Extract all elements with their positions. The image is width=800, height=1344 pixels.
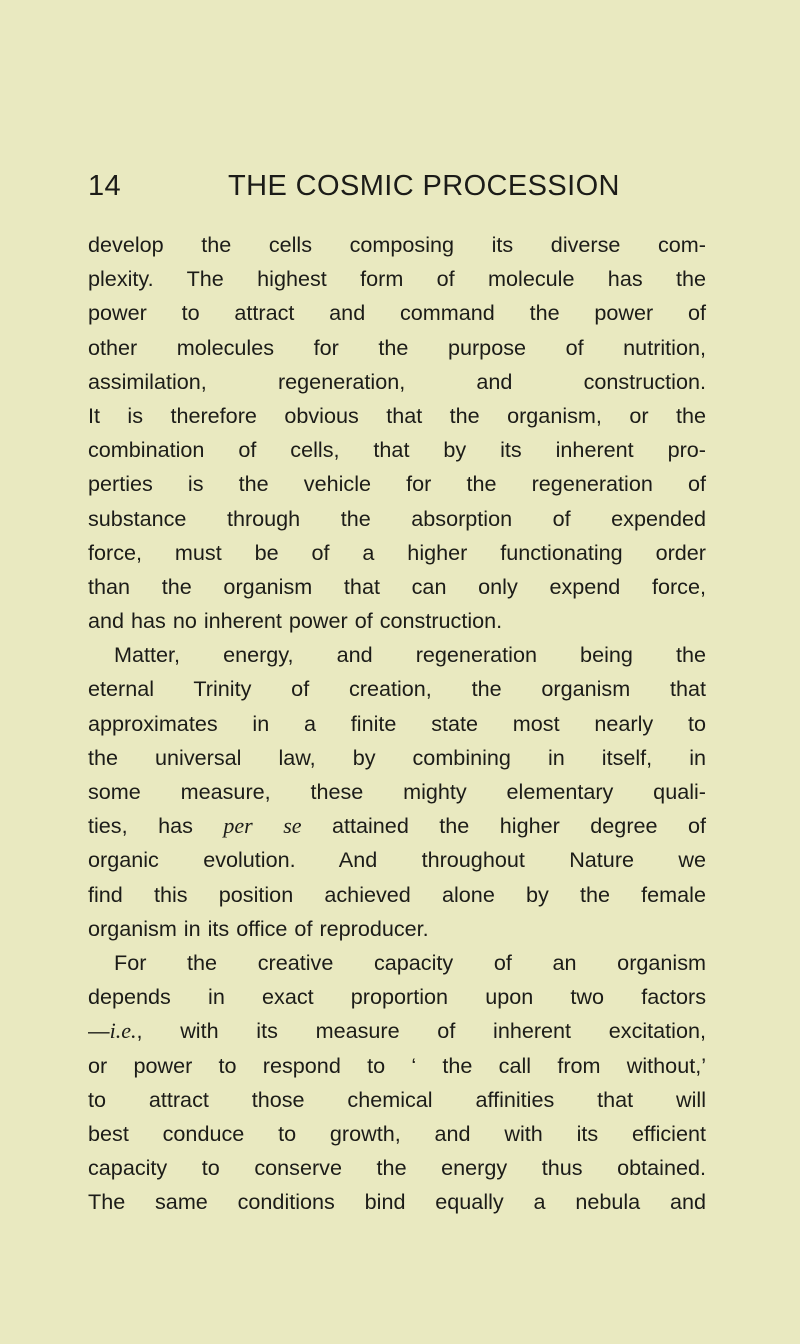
- text-line: and has no inherent power of construction.: [88, 608, 503, 634]
- text-line: the universal law, by combining in itself, in: [88, 744, 706, 770]
- text-line: some measure, these mighty elementary quali-: [88, 779, 706, 804]
- text-fragment: ties, has: [88, 813, 224, 839]
- body-text: [88, 228, 706, 1219]
- text-line: approximates in a finite state most nearly to: [88, 710, 706, 736]
- text-line: The same conditions bind equally a nebula and: [88, 1189, 706, 1215]
- text-line: capacity to conserve the energy thus obtained.: [88, 1155, 706, 1181]
- text-line: power to attract and command the power of: [88, 300, 706, 326]
- text-line: eternal Trinity of creation, the organism that: [88, 676, 706, 702]
- text-line: [88, 1014, 706, 1048]
- text-line: perties is the vehicle for the regeneration of: [88, 471, 706, 497]
- text-line: [88, 809, 706, 843]
- text-line: plexity. The highest form of molecule has the: [88, 266, 706, 292]
- text-line: combination of cells, that by its inherent pro-: [88, 437, 706, 463]
- text-line: It is therefore obvious that the organism, or the: [88, 402, 706, 428]
- text-fragment: , with its measure of inherent excitation,: [136, 1018, 706, 1044]
- text-fragment: —: [88, 1018, 110, 1044]
- text-line: For the creative capacity of an organism: [114, 949, 706, 975]
- text-line: or power to respond to ‘ the call from without,’: [88, 1052, 706, 1078]
- italic-phrase: se: [283, 813, 302, 839]
- text-line: to attract those chemical affinities that will: [88, 1086, 706, 1112]
- text-line: develop the cells composing its diverse com-: [88, 232, 706, 257]
- text-line: than the organism that can only expend force,: [88, 573, 706, 599]
- text-line: best conduce to growth, and with its efficient: [88, 1120, 706, 1146]
- page-number: 14: [88, 170, 122, 202]
- text-line: force, must be of a higher functionating order: [88, 539, 706, 565]
- text-line: organism in its office of reproducer.: [88, 915, 429, 941]
- text-line: organic evolution. And throughout Nature we: [88, 847, 706, 873]
- text-line: find this position achieved alone by the female: [88, 881, 706, 907]
- text-line: assimilation, regeneration, and construction.: [88, 368, 706, 394]
- text-line: Matter, energy, and regeneration being the: [114, 642, 706, 668]
- italic-abbreviation: i.e.: [109, 1018, 137, 1044]
- italic-phrase: per: [223, 813, 253, 839]
- text-fragment: [253, 813, 283, 838]
- text-fragment: attained the higher degree of: [301, 813, 707, 839]
- book-title: THE COSMIC PROCESSION: [228, 170, 620, 202]
- running-head: [0, 166, 800, 206]
- text-line: depends in exact proportion upon two factors: [88, 984, 706, 1010]
- text-line: other molecules for the purpose of nutrition,: [88, 334, 706, 360]
- text-line: substance through the absorption of expended: [88, 505, 706, 531]
